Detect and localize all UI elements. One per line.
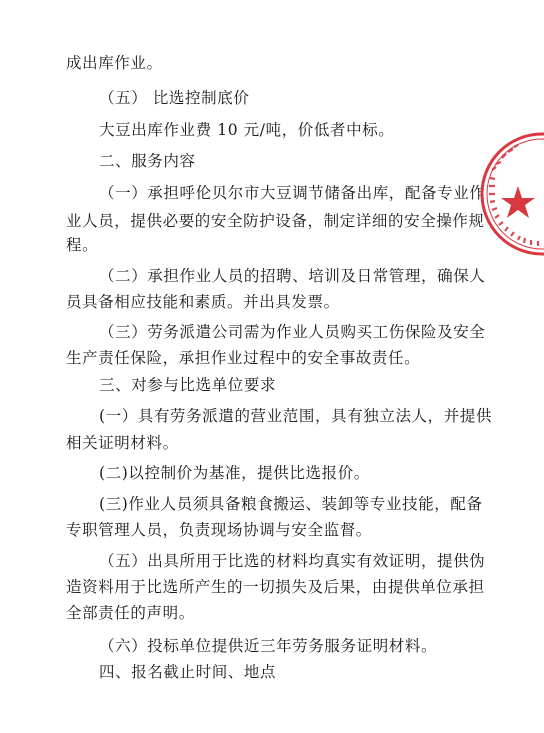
text-line: (二)以控制价为基准，提供比选报价。: [99, 464, 370, 482]
text-line: （一）承担呼伦贝尔市大豆调节储备出库，配备专业作: [99, 184, 486, 202]
section-heading: （五） 比选控制底价: [99, 89, 250, 107]
text-line: 专职管理人员，负责现场协调与安全监督。: [66, 521, 372, 539]
text-line: (一）具有劳务派遣的营业范围，具有独立法人，并提供: [99, 407, 493, 425]
star-icon: [501, 186, 535, 218]
text-line: （五）出具所用于比选的材料均真实有效证明，提供伪: [99, 552, 486, 570]
text-line: 大豆出库作业费 10 元/吨，价低者中标。: [99, 121, 395, 139]
section-heading: 二、服务内容: [99, 152, 196, 170]
text-line: 全部责任的声明。: [66, 604, 195, 622]
text-line: 员具备相应技能和素质。并出具发票。: [66, 293, 340, 311]
section-heading: 四、报名截止时间、地点: [99, 663, 277, 681]
text-line: 程。: [66, 236, 99, 254]
text-line: （三）劳务派遣公司需为作业人员购买工伤保险及安全: [99, 323, 486, 341]
official-seal-stamp: [478, 130, 544, 258]
text-line: （六）投标单位提供近三年劳务服务证明材料。: [99, 637, 438, 655]
text-line: 生产责任保险，承担作业过程中的安全事故责任。: [66, 349, 421, 367]
text-line: (三)作业人员须具备粮食搬运、装卸等专业技能，配备: [99, 495, 483, 513]
section-heading: 三、对参与比选单位要求: [99, 376, 277, 394]
text-line: （二）承担作业人员的招聘、培训及日常管理，确保人: [99, 267, 486, 285]
text-line: 造资料用于比选所产生的一切损失及后果，由提供单位承担: [66, 578, 485, 596]
text-line: 业人员，提供必要的安全防护设备，制定详细的安全操作规: [66, 212, 485, 230]
text-line: 相关证明材料。: [66, 434, 179, 452]
text-line: 成出库作业。: [66, 54, 163, 72]
